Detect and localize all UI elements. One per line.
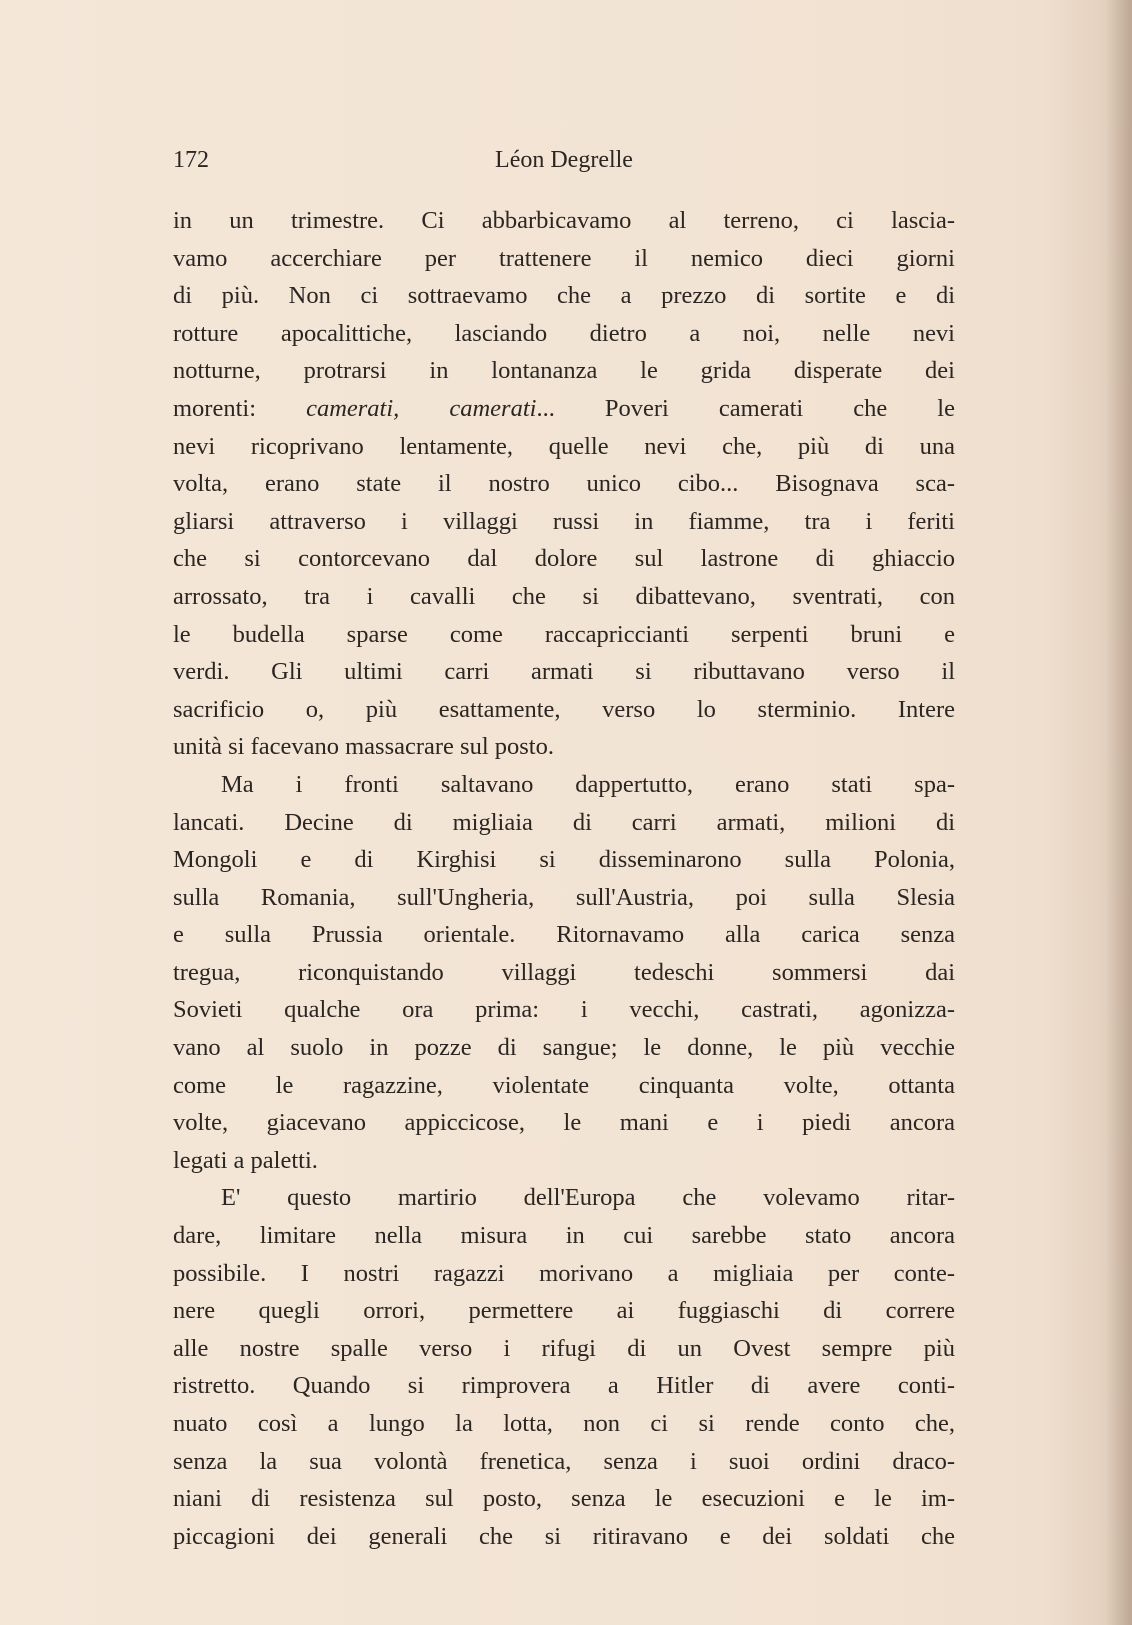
text-line: vamo accerchiare per trattenere il nemico dieci giorni bbox=[173, 244, 955, 272]
text-line: come le ragazzine, violentate cinquanta volte, ottanta bbox=[173, 1071, 955, 1099]
italic-phrase: camerati, camerati bbox=[306, 394, 537, 422]
text-fragment: morenti: bbox=[173, 394, 307, 422]
text-line: sulla Romania, sull'Ungheria, sull'Austria, poi sulla Slesia bbox=[173, 883, 955, 911]
text-line: in un trimestre. Ci abbarbicavamo al terreno, ci lascia- bbox=[173, 207, 955, 234]
text-line: sacrificio o, più esattamente, verso lo sterminio. Intere bbox=[173, 695, 955, 723]
text-line: volte, giacevano appiccicose, le mani e i piedi ancora bbox=[173, 1109, 955, 1137]
paragraph-end-line: unità si facevano massacrare sul posto. bbox=[173, 733, 554, 761]
text-line: nere quegli orrori, permettere ai fuggiaschi di correre bbox=[173, 1297, 955, 1325]
text-line: ristretto. Quando si rimprovera a Hitler di avere conti- bbox=[173, 1372, 955, 1400]
text-line: alle nostre spalle verso i rifugi di un Ovest sempre più bbox=[173, 1334, 955, 1362]
paragraph-start-line: Ma i fronti saltavano dappertutto, erano stati spa- bbox=[221, 770, 955, 798]
text-line: vano al suolo in pozze di sangue; le donne, le più vecchie bbox=[173, 1034, 955, 1062]
text-line: possibile. I nostri ragazzi morivano a migliaia per conte- bbox=[173, 1259, 955, 1287]
text-line: nevi ricoprivano lentamente, quelle nevi che, più di una bbox=[173, 432, 955, 460]
text-line: senza la sua volontà frenetica, senza i suoi ordini draco- bbox=[173, 1447, 955, 1475]
page-number: 172 bbox=[173, 147, 209, 173]
body-text bbox=[173, 202, 955, 1555]
paragraph-start-line: E' questo martirio dell'Europa che volevamo ritar- bbox=[221, 1184, 955, 1212]
text-line-with-italic bbox=[173, 390, 955, 428]
text-line: e sulla Prussia orientale. Ritornavamo alla carica senza bbox=[173, 921, 955, 949]
text-line: niani di resistenza sul posto, senza le esecuzioni e le im- bbox=[173, 1485, 955, 1513]
page-edge-shadow bbox=[1106, 0, 1132, 1625]
text-line: dare, limitare nella misura in cui sarebbe stato ancora bbox=[173, 1222, 955, 1250]
text-fragment: ... Poveri camerati che le bbox=[536, 394, 955, 422]
text-line: nuato così a lungo la lotta, non ci si rende conto che, bbox=[173, 1410, 955, 1437]
text-line: le budella sparse come raccapriccianti serpenti bruni e bbox=[173, 620, 955, 648]
text-line: rotture apocalittiche, lasciando dietro a noi, nelle nevi bbox=[173, 319, 955, 347]
text-line: lancati. Decine di migliaia di carri armati, milioni di bbox=[173, 808, 955, 836]
running-title: Léon Degrelle bbox=[495, 147, 633, 173]
page-header bbox=[173, 142, 955, 178]
text-line: tregua, riconquistando villaggi tedeschi sommersi dai bbox=[173, 958, 955, 986]
text-line: Sovieti qualche ora prima: i vecchi, castrati, agonizza- bbox=[173, 996, 955, 1024]
paragraph-end-line: legati a paletti. bbox=[173, 1146, 318, 1174]
text-line: gliarsi attraverso i villaggi russi in fiamme, tra i feriti bbox=[173, 507, 955, 535]
text-line: verdi. Gli ultimi carri armati si ributtavano verso il bbox=[173, 658, 955, 686]
text-line: notturne, protrarsi in lontananza le grida disperate dei bbox=[173, 357, 955, 385]
text-line: Mongoli e di Kirghisi si disseminarono sulla Polonia, bbox=[173, 846, 955, 874]
text-line: volta, erano state il nostro unico cibo... Bisognava sca- bbox=[173, 470, 955, 498]
text-line: arrossato, tra i cavalli che si dibattevano, sventrati, con bbox=[173, 582, 955, 610]
text-line: di più. Non ci sottraevamo che a prezzo di sortite e di bbox=[173, 282, 955, 310]
text-line: che si contorcevano dal dolore sul lastrone di ghiaccio bbox=[173, 545, 955, 573]
text-line: piccagioni dei generali che si ritiravano e dei soldati che bbox=[173, 1522, 955, 1550]
